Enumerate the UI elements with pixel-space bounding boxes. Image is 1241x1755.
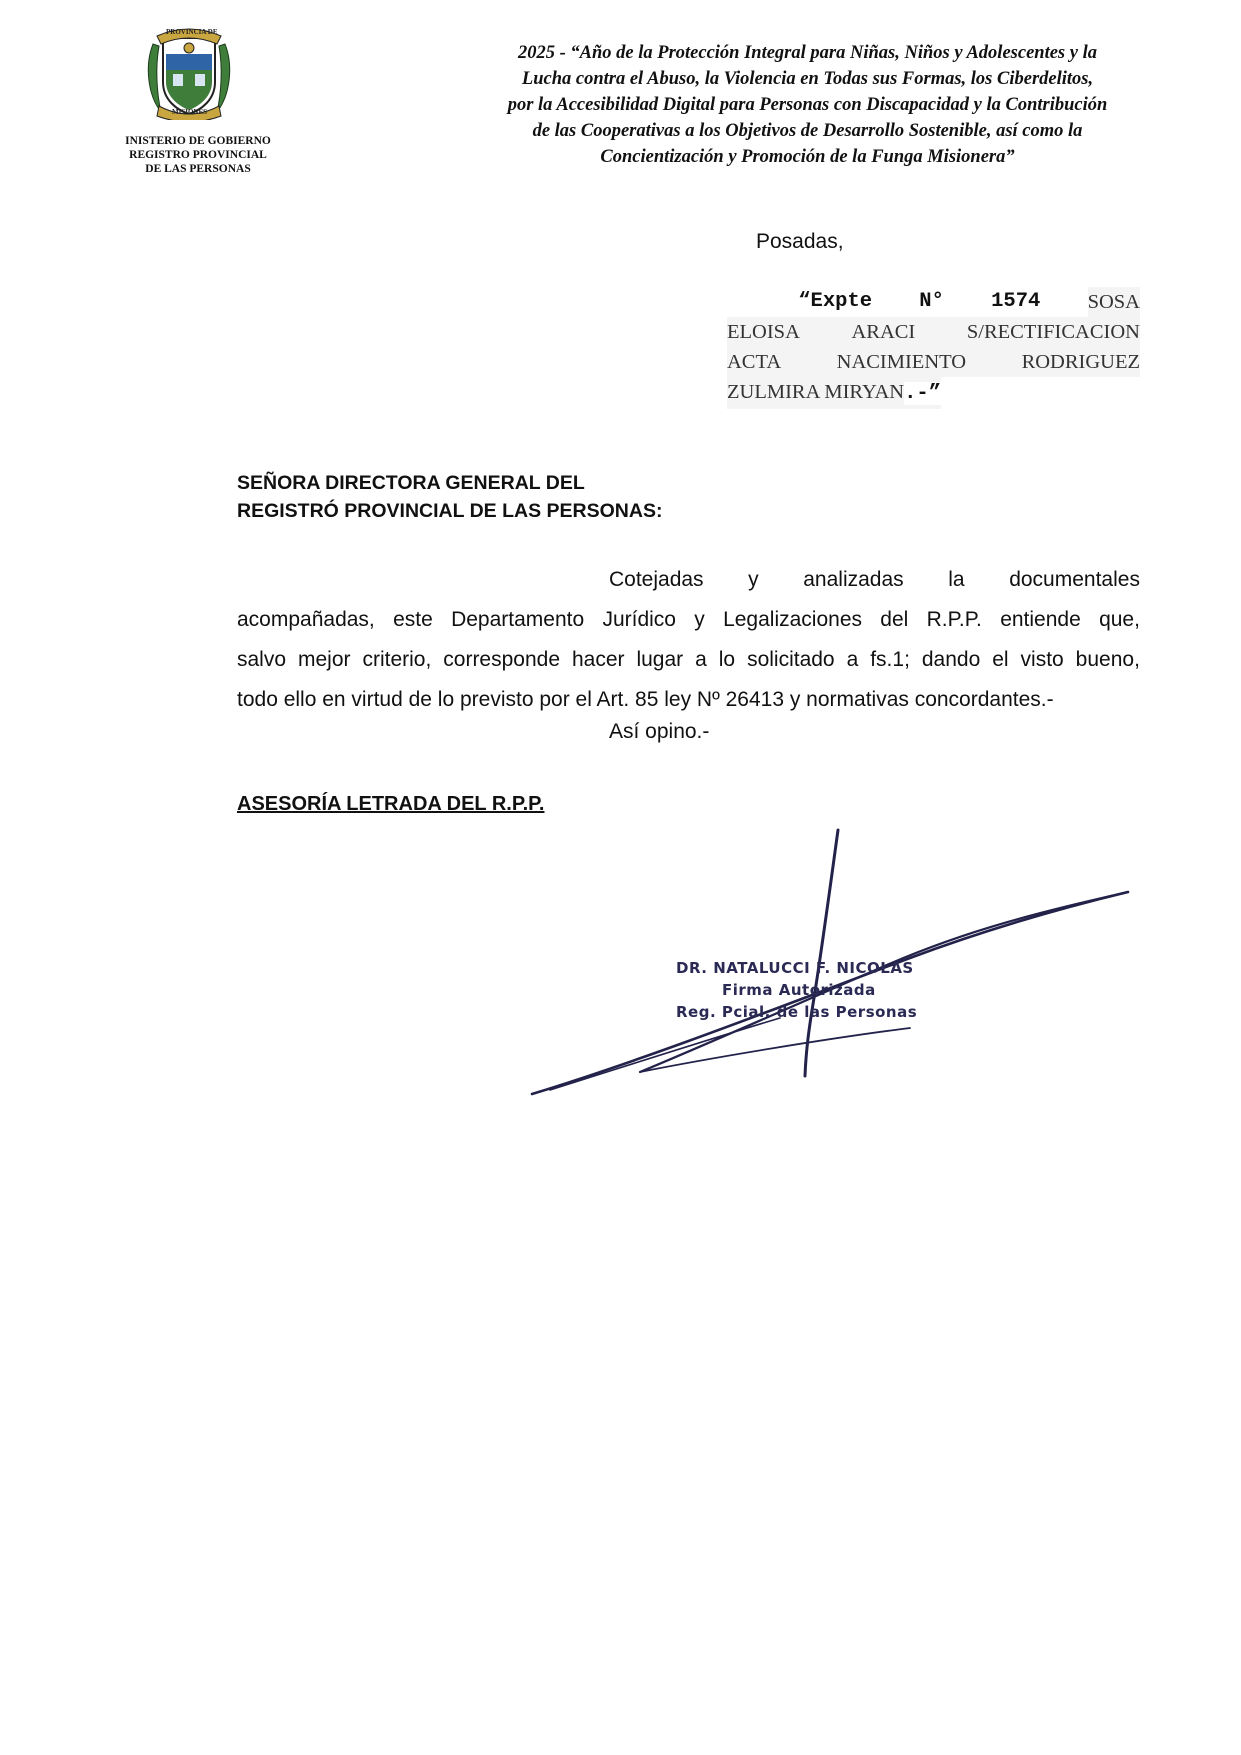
body-word: entiende <box>1000 608 1081 631</box>
motto-line: Lucha contra el Abuso, la Violencia en Todas sus Formas, los Ciberdelitos, <box>521 69 1094 89</box>
case-word: ACTA <box>727 351 782 373</box>
seal-top-text: PROVINCIA DE <box>166 28 218 36</box>
body-word: el <box>992 648 1009 671</box>
seal-bottom-text: MISIONES <box>172 108 208 116</box>
case-word: “Expte <box>798 290 873 313</box>
case-number: 1574 <box>991 290 1041 313</box>
body-word: a <box>695 648 707 671</box>
body-word: hacer <box>571 648 625 671</box>
case-word: ELOISA <box>727 321 800 343</box>
stamp-name: DR. NATALUCCI F. NICOLAS <box>676 959 914 977</box>
body-word: salvo <box>237 648 287 671</box>
body-word: fs.1; <box>870 648 910 671</box>
addressee-line: SEÑORA DIRECTORA GENERAL DEL <box>237 472 585 494</box>
authorization-stamp <box>676 957 976 1023</box>
body-word: Jurídico <box>602 608 676 631</box>
provincial-seal-icon <box>143 24 235 120</box>
case-reference <box>727 287 1140 409</box>
case-line <box>727 317 1140 347</box>
organization-name <box>108 134 288 176</box>
body-word: Cotejadas <box>609 568 704 591</box>
body-word: Departamento <box>451 608 585 631</box>
body-word: analizadas <box>803 568 904 591</box>
motto-line: por la Accesibilidad Digital para Personas con Discapacidad y la Contribución <box>507 95 1108 115</box>
case-word: N° <box>919 290 944 313</box>
body-line <box>237 560 1140 600</box>
body-word: solicitado <box>747 648 835 671</box>
case-word: ARACI <box>851 321 916 343</box>
org-line: DE LAS PERSONAS <box>145 163 251 175</box>
closing-phrase: Así opino.- <box>609 720 710 743</box>
case-word: S/RECTIFICACION <box>966 321 1140 343</box>
body-word: y <box>694 608 705 631</box>
body-word: dando <box>921 648 981 671</box>
office-name: ASESORÍA LETRADA DEL R.P.P. <box>237 793 545 815</box>
body-word: bueno, <box>1075 648 1140 671</box>
motto-line: de las Cooperativas a los Objetivos de Desarrollo Sostenible, así como la <box>532 121 1083 141</box>
body-word: del <box>880 608 909 631</box>
body-word: documentales <box>1009 568 1140 591</box>
org-line: REGISTRO PROVINCIAL <box>129 149 267 161</box>
body-line <box>237 640 1140 680</box>
stamp-office: Reg. Pcial. de las Personas <box>676 1003 918 1021</box>
body-word: acompañadas, <box>237 608 375 631</box>
case-word: RODRIGUEZ <box>1021 351 1140 373</box>
addressee <box>237 469 662 525</box>
addressee-line: REGISTRÓ PROVINCIAL DE LAS PERSONAS: <box>237 500 663 522</box>
body-word: y <box>748 568 759 591</box>
body-word: R.P.P. <box>926 608 982 631</box>
body-word: que, <box>1099 608 1140 631</box>
body-word: lugar <box>636 648 684 671</box>
stamp-title: Firma Autorizada <box>722 981 876 999</box>
org-line: INISTERIO DE GOBIERNO <box>125 135 271 147</box>
body-paragraph <box>237 560 1140 720</box>
body-word: criterio, <box>362 648 432 671</box>
body-word: este <box>393 608 433 631</box>
case-word: SOSA <box>1088 287 1140 317</box>
body-word: Legalizaciones <box>723 608 862 631</box>
case-line <box>727 287 1140 317</box>
body-word: lo <box>718 648 736 671</box>
year-motto <box>455 40 1160 170</box>
case-word: NACIMIENTO <box>836 351 967 373</box>
case-line <box>727 347 1140 377</box>
body-word: visto <box>1020 648 1064 671</box>
body-word: la <box>948 568 965 591</box>
body-line <box>237 600 1140 640</box>
motto-line: Concientización y Promoción de la Funga Misionera” <box>600 147 1015 167</box>
case-word: .-” <box>904 382 942 405</box>
motto-line: 2025 - “Año de la Protección Integral para Niñas, Niños y Adolescentes y la <box>518 43 1097 63</box>
body-word: a <box>846 648 859 671</box>
body-word: mejor <box>297 648 351 671</box>
case-word: ZULMIRA MIRYAN <box>727 381 905 403</box>
body-word: corresponde <box>443 648 561 671</box>
case-line <box>727 377 1140 409</box>
body-line: todo ello en virtud de lo previsto por el Art. 85 ley Nº 26413 y normativas concordantes.- <box>237 688 1054 711</box>
place-date: Posadas, <box>756 230 844 253</box>
